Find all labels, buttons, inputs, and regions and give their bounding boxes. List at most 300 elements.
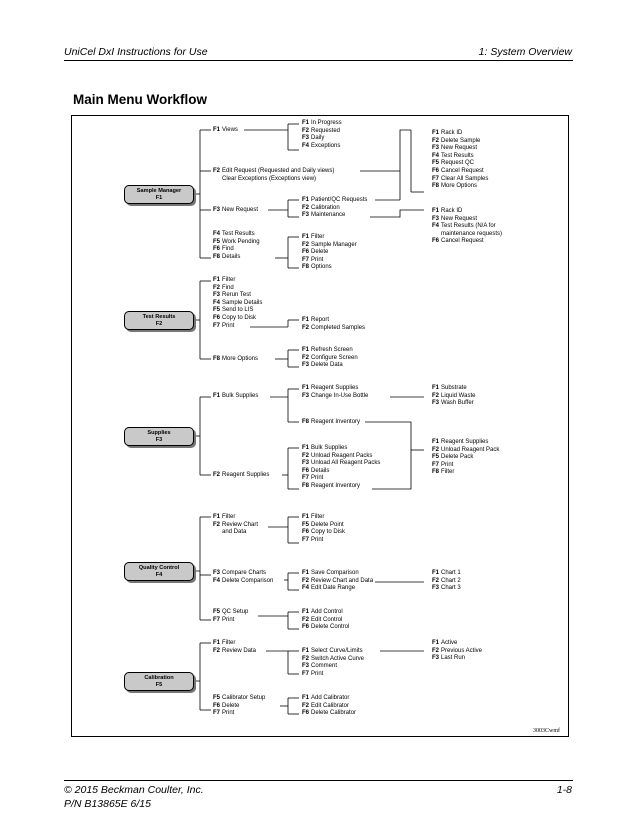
- menu-item: [302, 671, 364, 679]
- node-label: Supplies: [147, 429, 171, 436]
- function-key: F3: [302, 460, 310, 467]
- menu-item: [213, 578, 273, 586]
- menu-item-label: Print: [222, 616, 235, 623]
- menu-item: [432, 447, 499, 455]
- menu-item-label: Liquid Waste: [441, 392, 476, 399]
- menu-item-label: Add Control: [311, 609, 343, 615]
- function-key: F1: [302, 570, 310, 576]
- menu-item: [302, 453, 380, 461]
- menu-item: [302, 385, 368, 393]
- menu-item: [432, 439, 499, 447]
- menu-item-label: Reagent Supplies: [441, 439, 489, 445]
- function-key: F6: [302, 710, 310, 717]
- menu-item-label: Reagent Inventory: [311, 482, 361, 489]
- function-key: F1: [213, 277, 221, 283]
- function-key: F7: [302, 670, 310, 677]
- menu-item: [213, 472, 269, 480]
- menu-item-label: Refresh Screen: [311, 347, 353, 353]
- page-title: Main Menu Workflow: [73, 92, 207, 107]
- function-key: F3: [432, 400, 440, 407]
- menu-item-label: Patient/QC Requests: [311, 197, 368, 203]
- menu-item: [213, 307, 262, 315]
- menu-item: [302, 537, 345, 545]
- menu-item-label: Exceptions: [311, 142, 341, 149]
- menu-item-label: Change In-Use Bottle: [311, 392, 369, 399]
- function-key: F2: [213, 472, 221, 478]
- function-key: F2: [432, 577, 440, 584]
- menu-item: [213, 710, 265, 718]
- node-key: F5: [155, 681, 163, 688]
- function-key: F7: [213, 616, 221, 623]
- menu-block: [213, 472, 269, 480]
- footer-page: 1-8: [556, 784, 572, 796]
- figure-id: 3003Cwmf: [533, 728, 560, 734]
- menu-item: [213, 231, 260, 239]
- function-key: F8: [432, 183, 440, 190]
- menu-item-label: Configure Screen: [311, 354, 358, 361]
- menu-item: [302, 570, 373, 578]
- menu-item: [432, 216, 502, 224]
- menu-item-label: Rerun Test: [222, 292, 251, 299]
- menu-item-label: Sample Details: [222, 299, 263, 306]
- menu-item: [302, 617, 349, 625]
- node-calibration: [124, 672, 194, 691]
- function-key: F2: [302, 241, 310, 248]
- menu-item-label: Print: [441, 461, 454, 468]
- menu-item-label: Test Results: [441, 152, 474, 159]
- menu-item: [432, 454, 499, 462]
- menu-block: [432, 570, 461, 593]
- function-key: F1: [302, 648, 310, 654]
- menu-item-label: Review Chart: [222, 521, 259, 528]
- menu-item: [302, 585, 373, 593]
- menu-item-label: Work Pending: [222, 238, 260, 245]
- function-key: F7: [302, 256, 310, 263]
- node-label: Quality Control: [138, 564, 180, 571]
- menu-item-label: Copy to Disk: [222, 314, 257, 321]
- function-key: F6: [213, 314, 221, 321]
- menu-item: [432, 145, 488, 153]
- menu-block: [213, 356, 258, 364]
- function-key: F1: [302, 347, 310, 353]
- menu-item: [302, 249, 357, 257]
- function-key: F1: [302, 234, 310, 240]
- menu-item: [213, 292, 262, 300]
- menu-block: [432, 208, 502, 246]
- menu-item-label: Filter: [222, 640, 236, 646]
- function-key: F2: [302, 354, 310, 361]
- menu-item-label: Filter: [441, 469, 455, 476]
- function-key: F3: [302, 212, 310, 219]
- function-key: F5: [432, 160, 440, 167]
- menu-block: [302, 514, 345, 544]
- menu-block: [302, 385, 368, 400]
- function-key: F3: [213, 207, 221, 213]
- menu-item: [302, 468, 380, 476]
- menu-item-label: Comment: [311, 663, 338, 670]
- function-key: F4: [302, 142, 310, 149]
- menu-item-label: Test Results (N/A for: [441, 223, 496, 230]
- function-key: F2: [302, 127, 310, 134]
- function-key: F2: [213, 647, 221, 654]
- function-key: F1: [302, 514, 310, 520]
- menu-block: [213, 609, 248, 624]
- menu-item-label: More Options: [441, 183, 478, 190]
- menu-item-label: Unload Reagent Packs: [311, 452, 373, 459]
- menu-item: [302, 362, 358, 370]
- menu-block: [432, 640, 482, 663]
- menu-item-label: Details: [311, 467, 330, 474]
- menu-item-label: Rack ID: [441, 208, 463, 214]
- function-key: F2: [432, 647, 440, 654]
- menu-item: [432, 462, 499, 470]
- menu-item: [302, 460, 380, 468]
- menu-item: [302, 212, 367, 220]
- menu-item-label: Active: [441, 640, 458, 646]
- function-key: F7: [213, 322, 221, 329]
- menu-item-label: Cancel Request: [441, 238, 484, 245]
- menu-item: [213, 246, 260, 254]
- function-key: F1: [302, 317, 310, 323]
- function-key: F6: [302, 529, 310, 536]
- function-key: F4: [213, 577, 221, 584]
- menu-item: [302, 143, 342, 151]
- menu-item: [302, 445, 380, 453]
- menu-item-label: Review Chart and Data: [311, 577, 374, 584]
- menu-item: [302, 419, 360, 427]
- menu-item: [302, 710, 356, 718]
- menu-block: [432, 385, 475, 408]
- menu-item-label: Add Calibrator: [311, 695, 350, 701]
- menu-item: [432, 393, 475, 401]
- menu-item: [213, 703, 265, 711]
- menu-item-label: Delete: [311, 249, 329, 256]
- menu-item: [432, 570, 461, 578]
- menu-item: [213, 609, 248, 617]
- menu-item: [302, 355, 358, 363]
- menu-block: [213, 695, 265, 718]
- node-label: Sample Manager: [136, 187, 182, 194]
- menu-item-label: Reagent Inventory: [311, 419, 361, 425]
- function-key: F3: [302, 362, 310, 369]
- menu-item-label: New Request: [222, 207, 259, 213]
- menu-item: [213, 522, 258, 530]
- menu-item-label: New Request: [441, 145, 478, 152]
- menu-item-label: Clear All Samples: [441, 175, 489, 182]
- menu-item: [213, 570, 273, 578]
- function-key: F3: [432, 145, 440, 152]
- function-key: F6: [432, 167, 440, 174]
- menu-item-label: Save Comparison: [311, 570, 359, 576]
- function-key: F2: [302, 616, 310, 623]
- menu-item-label: Print: [222, 710, 235, 717]
- menu-item: [302, 703, 356, 711]
- menu-item-label: Substrate: [441, 385, 467, 391]
- menu-item-label: Options: [311, 264, 332, 271]
- menu-item: [432, 400, 475, 408]
- menu-item-label: Review Data: [222, 647, 257, 654]
- function-key: F8: [302, 482, 310, 489]
- function-key: F2: [302, 324, 310, 331]
- menu-item-label: maintenance requests): [441, 230, 503, 237]
- menu-item: [213, 207, 258, 215]
- menu-block: [432, 439, 499, 477]
- function-key: F8: [213, 253, 221, 260]
- footer-part-number: P/N B13865E 6/15: [64, 798, 151, 810]
- menu-item: [302, 475, 380, 483]
- menu-item-label: Test Results: [222, 231, 255, 237]
- header-left: UniCel DxI Instructions for Use: [64, 46, 208, 58]
- menu-item-label: QC Setup: [222, 609, 249, 615]
- menu-item-label: Reagent Supplies: [222, 472, 270, 478]
- node-key: F4: [155, 571, 163, 578]
- menu-item: [432, 168, 488, 176]
- menu-item: [302, 120, 342, 128]
- node-supplies: [124, 427, 194, 446]
- menu-item: [432, 183, 488, 191]
- function-key: F6: [302, 467, 310, 474]
- menu-item-label: Filter: [311, 514, 325, 520]
- menu-item: [302, 317, 365, 325]
- menu-item: [302, 656, 364, 664]
- menu-item: [302, 648, 364, 656]
- menu-item-label: Edit Date Range: [311, 585, 356, 592]
- menu-item-label: Bulk Supplies: [222, 393, 259, 399]
- menu-item-label: Calibration: [311, 204, 340, 211]
- menu-item-label: Print: [311, 670, 324, 677]
- menu-block: [213, 640, 256, 655]
- menu-block: [302, 695, 356, 718]
- menu-item: [432, 130, 488, 138]
- menu-item-label: Delete Point: [311, 521, 344, 528]
- menu-item: [302, 135, 342, 143]
- function-key: F3: [432, 215, 440, 222]
- function-key: F2: [213, 284, 221, 291]
- menu-item: [432, 208, 502, 216]
- header-right: 1: System Overview: [478, 46, 572, 58]
- node-sample-manager: [124, 185, 194, 204]
- menu-item-label: Filter: [311, 234, 325, 240]
- menu-item: [213, 168, 334, 176]
- menu-item-label: Previous Active: [441, 647, 483, 654]
- menu-item: [213, 176, 334, 184]
- menu-item-label: Details: [222, 253, 241, 260]
- function-key: F5: [213, 307, 221, 314]
- menu-block: [302, 609, 349, 632]
- function-key: F2: [432, 446, 440, 453]
- menu-item: [213, 529, 258, 537]
- menu-block: [302, 197, 367, 220]
- node-test-results: [124, 311, 194, 330]
- function-key: F3: [302, 392, 310, 399]
- menu-item: [302, 522, 345, 530]
- function-key: F7: [302, 536, 310, 543]
- node-label: Calibration: [144, 674, 174, 681]
- function-key: F6: [302, 249, 310, 256]
- menu-item: [213, 300, 262, 308]
- function-key: F1: [302, 445, 310, 451]
- menu-item: [302, 242, 357, 250]
- menu-block: [213, 207, 258, 215]
- menu-item: [213, 285, 262, 293]
- menu-item: [213, 277, 262, 285]
- function-key: F6: [213, 702, 221, 709]
- menu-item: [213, 640, 256, 648]
- menu-item: [302, 264, 357, 272]
- function-key: F3: [432, 585, 440, 592]
- menu-item-label: and Data: [222, 529, 247, 536]
- function-key: F3: [302, 663, 310, 670]
- menu-item: [302, 663, 364, 671]
- function-key: F2: [302, 577, 310, 584]
- menu-item-label: Unload All Reagent Packs: [311, 460, 381, 467]
- menu-item: [432, 469, 499, 477]
- menu-item-label: Edit Calibrator: [311, 702, 350, 709]
- function-key: F8: [432, 469, 440, 476]
- menu-block: [302, 445, 380, 491]
- function-key: F6: [213, 246, 221, 253]
- menu-item-label: Chart 2: [441, 577, 461, 584]
- menu-item: [213, 323, 262, 331]
- function-key: F7: [432, 461, 440, 468]
- function-key: F2: [432, 392, 440, 399]
- function-key: F3: [213, 570, 221, 576]
- function-key: F1: [432, 130, 440, 136]
- menu-item-label: Filter: [222, 277, 236, 283]
- function-key: F1: [213, 127, 221, 133]
- menu-item-label: Delete Pack: [441, 454, 474, 461]
- menu-item: [432, 578, 461, 586]
- menu-item-label: Completed Samples: [311, 324, 366, 331]
- function-key: F6: [302, 624, 310, 631]
- menu-item: [302, 624, 349, 632]
- function-key: F1: [432, 208, 440, 214]
- function-key: F8: [302, 419, 310, 425]
- menu-item-label: Edit Request (Requested and Daily views): [222, 168, 335, 174]
- function-key: F1: [432, 570, 440, 576]
- function-key: F1: [432, 385, 440, 391]
- menu-item-label: Chart 3: [441, 585, 461, 592]
- menu-block: [213, 127, 238, 135]
- function-key: F3: [213, 292, 221, 299]
- menu-item: [432, 385, 475, 393]
- function-key: F2: [302, 655, 310, 662]
- menu-block: [213, 277, 262, 330]
- function-key: F2: [302, 204, 310, 211]
- menu-item: [302, 609, 349, 617]
- function-key: F4: [213, 299, 221, 306]
- menu-item-label: Maintenance: [311, 212, 346, 219]
- menu-item: [432, 648, 482, 656]
- menu-item-label: Reagent Supplies: [311, 385, 359, 391]
- function-key: F5: [213, 238, 221, 245]
- menu-item-label: Delete Control: [311, 624, 350, 631]
- function-key: F6: [432, 238, 440, 245]
- menu-block: [302, 419, 360, 427]
- menu-block: [302, 648, 364, 678]
- menu-item: [432, 223, 502, 231]
- function-key: F1: [213, 640, 221, 646]
- menu-item: [302, 578, 373, 586]
- menu-item-label: Delete Data: [311, 362, 343, 369]
- menu-block: [302, 234, 357, 272]
- menu-item: [432, 585, 461, 593]
- menu-item: [432, 238, 502, 246]
- menu-item-label: Print: [222, 322, 235, 329]
- function-key: F5: [213, 695, 221, 701]
- menu-item: [213, 617, 248, 625]
- menu-item-label: Print: [311, 475, 324, 482]
- function-key: F1: [432, 439, 440, 445]
- menu-item-label: Delete Calibrator: [311, 710, 357, 717]
- menu-item-label: Calibrator Setup: [222, 695, 266, 701]
- function-key: F7: [432, 175, 440, 182]
- function-key: F3: [432, 655, 440, 662]
- menu-block: [302, 570, 373, 593]
- menu-item: [213, 648, 256, 656]
- menu-item: [302, 325, 365, 333]
- menu-item: [302, 128, 342, 136]
- menu-block: [302, 120, 342, 150]
- menu-item-label: Last Run: [441, 655, 466, 662]
- menu-item-label: Clear Exceptions (Exceptions view): [222, 175, 317, 182]
- menu-block: [213, 570, 273, 585]
- menu-item-label: Find: [222, 284, 234, 291]
- menu-item-label: Cancel Request: [441, 167, 484, 174]
- node-key: F3: [155, 436, 163, 443]
- menu-item: [213, 315, 262, 323]
- menu-item: [432, 640, 482, 648]
- function-key: F1: [213, 514, 221, 520]
- menu-item-label: Wash Buffer: [441, 400, 474, 407]
- function-key: F8: [302, 264, 310, 271]
- function-key: F3: [302, 135, 310, 142]
- menu-item: [213, 393, 258, 401]
- menu-item: [432, 153, 488, 161]
- menu-item-label: Sample Manager: [311, 241, 357, 248]
- menu-item-label: Select Curve/Limits: [311, 648, 363, 654]
- menu-item-label: Unload Reagent Pack: [441, 446, 500, 453]
- menu-item: [302, 197, 367, 205]
- node-quality-control: [124, 562, 194, 581]
- node-key: F1: [155, 194, 163, 201]
- menu-item-label: Bulk Supplies: [311, 445, 348, 451]
- menu-item-label: Views: [222, 127, 238, 133]
- menu-item-label: Print: [311, 256, 324, 263]
- footer-rule: [64, 780, 573, 781]
- function-key: F4: [213, 231, 221, 237]
- menu-item-label: In Progress: [311, 120, 342, 126]
- menu-item: [302, 234, 357, 242]
- menu-block: [213, 231, 260, 261]
- menu-item-label: Compare Charts: [222, 570, 267, 576]
- function-key: F5: [213, 609, 221, 615]
- function-key: F1: [302, 197, 310, 203]
- menu-item-label: New Request: [441, 215, 478, 222]
- menu-item: [302, 393, 368, 401]
- menu-block: [213, 168, 334, 183]
- menu-block: [302, 347, 358, 370]
- function-key: F2: [432, 137, 440, 144]
- menu-block: [213, 514, 258, 537]
- menu-item: [213, 127, 238, 135]
- menu-item: [213, 254, 260, 262]
- menu-item: [432, 176, 488, 184]
- function-key: F8: [213, 356, 221, 362]
- menu-item: [302, 514, 345, 522]
- menu-item-label: Delete Sample: [441, 137, 481, 144]
- function-key: F1: [302, 385, 310, 391]
